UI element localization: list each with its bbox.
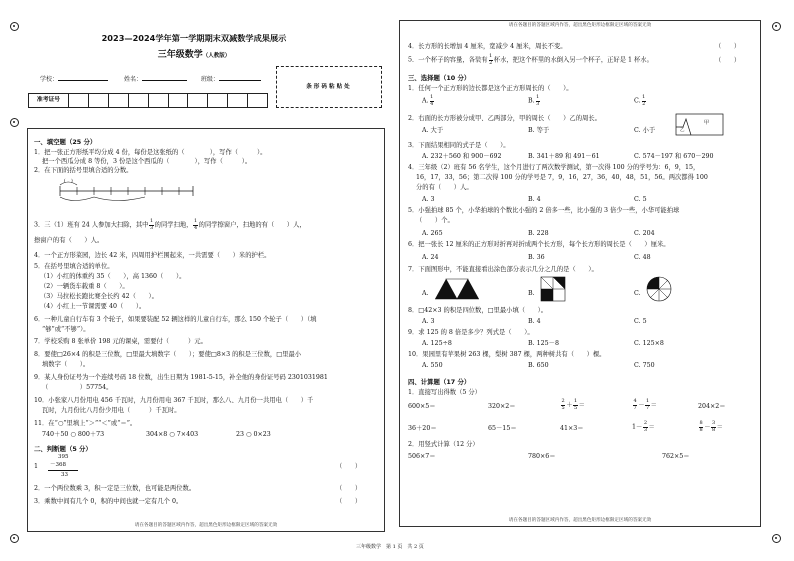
q7: 7．学校采购 8 张单价 198 元的课桌，需要付（ ）元。 — [34, 338, 207, 345]
name-label: 姓名： — [123, 76, 142, 83]
exam-number-cell[interactable] — [89, 94, 109, 107]
fraction: $\frac{1}{2}$ — [489, 53, 493, 66]
registration-mark — [10, 118, 19, 127]
svg-text:): ) — [71, 179, 73, 184]
c1-option-a[interactable]: A. $\frac{1}{4}$ — [422, 94, 434, 107]
q11b: 304×8 ○ 7×403 — [146, 431, 199, 438]
r-q5 — [408, 54, 653, 66]
c3-option-c[interactable]: C. 574－197 和 670－290 — [634, 153, 714, 160]
q9a: 9．某人身份证号为一个连续号码 18 位数，出生日期为 1981-5-15，补全他的身份证号码 2301031981 — [34, 374, 328, 381]
k2a: 36＋20＝ — [408, 425, 437, 432]
c4-option-c[interactable]: C. 5 — [634, 196, 647, 203]
exam-number-cell[interactable] — [208, 94, 228, 107]
c9: 9．求 125 的 8 倍是多少？列式是（ ）。 — [408, 329, 534, 336]
q6b: “够”或“不够”）。 — [42, 326, 90, 333]
footer-subject: 三年级数学 — [356, 544, 382, 550]
j1-bot: 33 — [61, 472, 68, 478]
edition-text: （人教版） — [202, 53, 231, 59]
k1b: 320×2＝ — [488, 403, 516, 410]
registration-mark — [10, 22, 19, 31]
c8: 8．□42×3 的积是四位数，□里最小填（ ）。 — [408, 307, 548, 314]
c2: 2．右面的长方形被分成甲、乙两部分，甲的周长（ ）乙的周长。 — [408, 115, 601, 122]
q8a: 8．要使□26×4 的积是三位数，□里最大填数字（ ）；要使□8×3 的积是三位数，□里最小 — [34, 351, 302, 358]
j1-paren[interactable]: （ ） — [336, 463, 362, 470]
r-q5-text-b: 杯水，把这个杯里的水倒入另一个杯子，正好是 1 杯水。 — [493, 56, 653, 64]
c4-option-a[interactable]: A. 3 — [422, 196, 435, 203]
class-label: 班级： — [200, 76, 219, 83]
q5d: （4）小红上一节课需要 40（ ）。 — [40, 303, 146, 310]
k2c: 41×3＝ — [560, 425, 584, 432]
c9-option-c[interactable]: C. 125×8 — [634, 340, 664, 347]
k3b: 780×6＝ — [528, 453, 556, 460]
c1-option-b[interactable]: B. $\frac{1}{3}$ — [528, 94, 540, 107]
q5a: （1）小红的体重约 35（ ），高 1360（ ）。 — [40, 273, 186, 280]
section-fill-blank: 一、填空题（25 分） — [34, 138, 97, 146]
fraction: $\frac{1}{3}$ — [149, 218, 154, 231]
c2-option-b[interactable]: B. 等于 — [528, 127, 550, 134]
barcode-label: 条形码粘贴处 — [306, 83, 352, 90]
r-q4: 4．长方形的长增加 4 厘米，宽减少 4 厘米，周长不变。 — [408, 43, 567, 50]
c7-figure-a — [434, 278, 480, 300]
name-field[interactable] — [142, 80, 187, 81]
c5b: （ ）个。 — [416, 217, 454, 224]
svg-text:(: ( — [64, 179, 66, 184]
q1a: 1．把一张正方形纸平均分成 4 份，每份是这张纸的（ ），写作（ ）。 — [34, 149, 267, 156]
c10-option-c[interactable]: C. 750 — [634, 362, 655, 369]
k2d: 1－ $\frac{2}{3}$ ＝ — [632, 420, 655, 433]
q2: 2．在下面的括号里填合适的分数。 — [34, 167, 133, 174]
c6-option-b[interactable]: B. 36 — [528, 254, 545, 261]
school-label: 学校： — [40, 76, 59, 83]
q5: 5．在括号里填合适的单位。 — [34, 263, 114, 270]
k3c: 762×5＝ — [662, 453, 690, 460]
c4b: 16，17，33，56；第二次得 100 分的学号是 7，9，16，27，36，40，48，51，56。两次都得 100 — [416, 174, 708, 181]
k1c: $\frac{2}{5}$ ＋ $\frac{1}{5}$ ＝ — [561, 398, 585, 411]
c1-option-c[interactable]: C. $\frac{1}{2}$ — [634, 94, 646, 107]
c7: 7．下面图形中，不能直接看出涂色部分表示几分之几的是（ ）。 — [408, 266, 598, 273]
registration-mark — [772, 22, 781, 31]
q3-text-a: 3．三（1）班有 24 人参加大扫除，其中 — [34, 221, 149, 229]
c3-option-b[interactable]: B. 341＋89 和 491－61 — [528, 153, 600, 160]
left-answer-area — [27, 128, 385, 532]
q10b: 瓦时，九月份比八月份少用电（ ）千瓦时。 — [42, 407, 181, 414]
q11c: 23 ○ 0×23 — [236, 431, 271, 438]
j3: 3．乘数中间有几个 0，积的中间也就一定有几个 0。 — [34, 498, 183, 505]
exam-number-cells — [69, 94, 267, 107]
q9b: （ ）57754。 — [42, 384, 113, 391]
exam-number-cell[interactable] — [248, 94, 267, 107]
k2e: $\frac{8}{8}$ － $\frac{3}{8}$ ＝ — [699, 420, 723, 433]
student-info-row — [40, 76, 261, 84]
footer-total: 共 2 页 — [407, 544, 424, 550]
section-choice: 三、选择题（10 分） — [408, 74, 471, 82]
c3-option-a[interactable]: A. 232＋560 和 900－692 — [422, 153, 502, 160]
c3: 3．下面结果相同的式子是（ ）。 — [408, 142, 510, 149]
c7-figure-b — [540, 276, 566, 302]
r-q5-text-a: 5．一个杯子的容量，各装有 — [408, 56, 488, 64]
j1-number: 1 — [34, 463, 39, 470]
c7-option-a[interactable]: A. — [422, 290, 429, 297]
c2-option-a[interactable]: A. 大于 — [422, 127, 444, 134]
answer-area-warning: 请在各题目的答题区域内作答，超出黑色矩形边框限定区域的答案无效 — [508, 518, 652, 524]
q6a: 6．一种儿童自行车有 3 个轮子，如果要装配 52 辆这样的儿童自行车，那么 150 个轮子（ ）（填 — [34, 316, 317, 323]
yi-label: 乙 — [680, 128, 685, 133]
exam-number-cell[interactable] — [69, 94, 89, 107]
q11: 11．在“○”里填上“＞”“＜”或“＝”。 — [34, 420, 137, 427]
exam-number-cell[interactable] — [109, 94, 129, 107]
c7-option-c[interactable]: C. — [634, 290, 641, 297]
c7-option-b[interactable]: B. — [528, 290, 535, 297]
c5-option-b[interactable]: B. 228 — [528, 230, 549, 237]
footer-page: 第 1 页 — [386, 544, 403, 550]
j2: 2．一个两位数乘 3，积一定是三位数，也可能是两位数。 — [34, 485, 196, 492]
c10-option-a[interactable]: A. 550 — [422, 362, 443, 369]
c5a: 5．小强拍球 85 个，小华拍球的个数比小强的 2 倍多一些，比小强的 3 倍少一些，小华可能拍球 — [408, 207, 680, 214]
section-true-false: 二、判断题（5 分） — [34, 445, 92, 453]
jia-label: 甲 — [704, 120, 710, 126]
q1b: 把一个西瓜分成 8 等份，3 份是这个西瓜的（ ），写作（ ）。 — [42, 158, 252, 165]
c6: 6．把一张长 12 厘米的正方形对折再对折成两个长方形，每个长方形的周长是（ ）厘米。 — [408, 241, 670, 248]
c8-option-b[interactable]: B. 4 — [528, 318, 541, 325]
j1-line — [48, 470, 78, 471]
answer-area-warning: 请在各题目的答题区域内作答，超出黑色矩形边框限定区域的答案无效 — [508, 23, 652, 28]
c7-figure-c — [646, 276, 672, 302]
c4c: 分的有（ ）人。 — [416, 184, 473, 191]
r-q5-paren[interactable]: （ ） — [715, 57, 741, 64]
fraction: $\frac{1}{4}$ — [193, 218, 198, 231]
c8-option-a[interactable]: A. 3 — [422, 318, 435, 325]
exam-number-box[interactable] — [28, 93, 268, 108]
q5c: （3）马拉松长跑比赛全长约 42（ ）。 — [40, 293, 158, 300]
c5-option-a[interactable]: A. 265 — [422, 230, 443, 237]
j1-mid: －368 — [50, 462, 66, 468]
exam-number-label: 准考证号 — [29, 94, 69, 107]
page-footer — [356, 544, 424, 550]
q8b: 填数字（ ）。 — [42, 361, 90, 368]
exam-number-cell[interactable] — [228, 94, 248, 107]
subtitle-text: 三年级数学 — [157, 50, 203, 60]
j3-paren[interactable]: （ ） — [336, 498, 362, 505]
exam-number-cell[interactable] — [149, 94, 169, 107]
k1e: 204×2＝ — [698, 403, 726, 410]
exam-title: 2023—2024学年第一学期期末双减数学成果展示 — [101, 33, 287, 43]
exam-number-cell[interactable] — [129, 94, 149, 107]
q3-line1 — [34, 219, 306, 231]
c9-option-b[interactable]: B. 125－8 — [528, 340, 559, 347]
c9-option-a[interactable]: A. 125÷8 — [422, 340, 452, 347]
q3-text-b: 的同学扫地， — [154, 221, 193, 229]
k1a: 600×5＝ — [408, 403, 436, 410]
q3d: 擦窗户的有（ ）人。 — [34, 237, 104, 244]
c10-option-b[interactable]: B. 650 — [528, 362, 549, 369]
c8-option-c[interactable]: C. 5 — [634, 318, 647, 325]
c4-option-b[interactable]: B. 4 — [528, 196, 541, 203]
q3-text-c: 的同学擦窗户，扫地的有（ ）人， — [198, 221, 306, 229]
registration-mark — [10, 534, 19, 543]
q10a: 10．小张家八月份用电 456 千瓦时，九月份用电 367 千瓦时，那么八、九月份一共用电（ ）千 — [34, 397, 314, 404]
c1: 1．任何一个正方形的边长都是这个正方形周长的（ ）。 — [408, 85, 573, 92]
barcode-area — [276, 66, 382, 108]
section-calculation: 四、计算题（17 分） — [408, 378, 471, 386]
k1: 1．直接写出得数（5 分） — [408, 389, 481, 396]
c6-option-c[interactable]: C. 48 — [634, 254, 651, 261]
j1-top: 395 — [58, 454, 69, 460]
k3: 2．用竖式计算（12 分） — [408, 441, 479, 448]
c6-option-a[interactable]: A. 24 — [422, 254, 439, 261]
k2b: 65－15＝ — [488, 425, 517, 432]
c5-option-c[interactable]: C. 204 — [634, 230, 655, 237]
exam-subtitle — [44, 50, 344, 61]
r-q4-paren[interactable]: （ ） — [715, 43, 741, 50]
answer-area-warning: 请在各题目的答题区域内作答，超出黑色矩形边框限定区域的答案无效 — [134, 523, 278, 529]
c10: 10．果园里有苹果树 263 棵，梨树 387 棵，两种树共有（ ）棵。 — [408, 351, 606, 358]
q11a: 740＋50 ○ 800＋73 — [42, 431, 105, 438]
right-answer-area — [399, 20, 761, 527]
school-field[interactable] — [58, 80, 108, 81]
class-field[interactable] — [219, 80, 261, 81]
fraction-number-line — [58, 175, 198, 205]
c4a: 4．三年级（2）班有 56 名学生，这个月进行了两次数学测试，第一次得 100 分的学号为：6，9，15， — [408, 164, 700, 171]
q4: 4．一个正方形菜园，边长 42 米，四周用护栏围起来，一共需要（ ）米的护栏。 — [34, 252, 271, 259]
j2-paren[interactable]: （ ） — [336, 485, 362, 492]
exam-number-cell[interactable] — [188, 94, 208, 107]
k3a: 506×7＝ — [408, 453, 436, 460]
exam-number-cell[interactable] — [169, 94, 189, 107]
k1d: $\frac{4}{7}$ － $\frac{1}{7}$ ＝ — [633, 398, 657, 411]
c2-option-c[interactable]: C. 小于 — [634, 127, 656, 134]
q5b: （2）一辆货车载重 8（ ）。 — [40, 283, 129, 290]
registration-mark — [772, 534, 781, 543]
